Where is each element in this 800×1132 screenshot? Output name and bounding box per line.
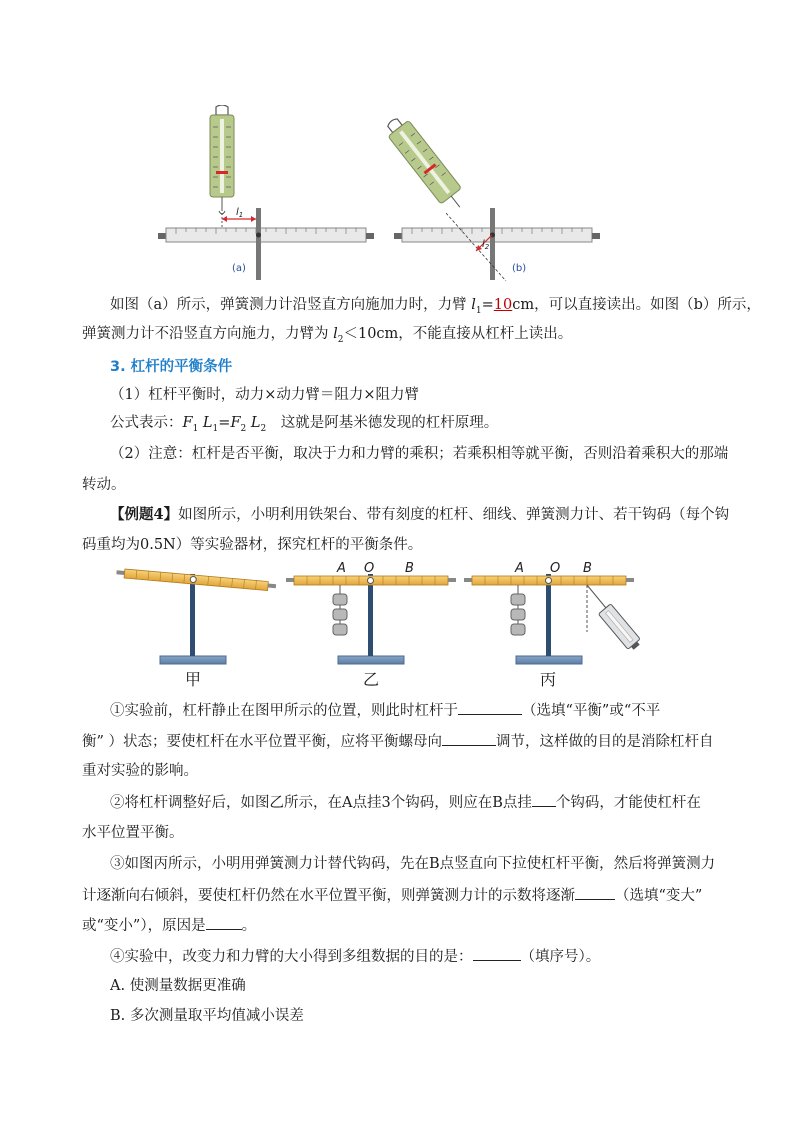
lever-jia [116, 568, 276, 664]
lever-bar-a [158, 208, 374, 280]
para-intro-line1: 如图（a）所示，弹簧测力计沿竖直方向施加力时，力臂 $l_1=10cm$，可以直接读出。如图（b）所示， [110, 297, 761, 316]
answer-blank-1[interactable] [458, 700, 522, 715]
lever-yi [286, 574, 456, 664]
label-O-yi: O [364, 561, 375, 576]
formula-line: 公式表示：$F_1$ $L_1=F_2$ $L_2$ 这就是阿基米德发现的杠杆原理。 [110, 415, 499, 434]
label-A-bing: A [515, 561, 524, 576]
question-3-line2: 计逐渐向右倾斜，要使杠杆仍然在水平位置平衡，则弹簧测力计的示数将逐渐 （选填“变大” [82, 885, 682, 906]
answer-blank-2[interactable] [442, 731, 496, 746]
option-b: B. 多次测量取平均值减小误差 [110, 1008, 304, 1024]
question-1-line3: 重对实验的影响。 [82, 763, 198, 779]
l1-value: 10 [493, 297, 513, 313]
label-B-bing: B [583, 561, 592, 576]
section-title: 3. 杠杆的平衡条件 [110, 359, 233, 375]
answer-blank-4[interactable] [575, 885, 615, 900]
answer-blank-6[interactable] [473, 946, 521, 961]
label-l1: $l_1$ [236, 207, 244, 219]
question-4: ④实验中，改变力和力臂的大小得到多组数据的目的是： （填序号）。 [110, 946, 710, 967]
figure-lever-experiments [108, 560, 648, 675]
question-3-line1: ③如图丙所示，小明用弹簧测力计替代钩码，先在B点竖直向下拉使杠杆平衡，然后将弹簧测力 [110, 856, 716, 872]
lever-bar-b [394, 208, 600, 281]
figure-lever-scale-ab [150, 105, 650, 285]
para-intro-line2: 弹簧测力计不沿竖直方向施力，力臂为 $l_2<10cm$，不能直接从杠杆上读出。 [82, 326, 573, 345]
lever-bing [464, 574, 643, 664]
question-2-line2: 水平位置平衡。 [82, 825, 184, 841]
question-1-line2: 衡” ）状态；要使杠杆在水平位置平衡，应将平衡螺母向 调节，这样做的目的是消除杠杆自 [82, 731, 682, 752]
caption-b: (b) [512, 263, 527, 274]
question-2-line1: ②将杠杆调整好后，如图乙所示，在A点挂3个钩码，则应在B点挂 个钩码，才能使杠杆在 [110, 792, 710, 813]
label-O-bing: O [550, 561, 561, 576]
label-B-yi: B [405, 561, 414, 576]
spring-scale-b [382, 112, 470, 215]
condition-2-line1: （2）注意：杠杆是否平衡，取决于力和力臂的乘积；若乘积相等就平衡，否则沿着乘积大的那端 [110, 446, 729, 462]
option-a: A. 使测量数据更准确 [110, 978, 246, 994]
label-A-yi: A [337, 561, 346, 576]
condition-1: （1）杠杆平衡时，动力×动力臂＝阻力×阻力臂 [110, 387, 420, 403]
spring-scale-a [210, 105, 234, 214]
label-l2: $l_2$ [482, 239, 490, 251]
caption-a: (a) [232, 263, 246, 274]
answer-blank-3[interactable] [532, 792, 556, 807]
answer-blank-5[interactable] [206, 915, 242, 930]
caption-yi: 乙 [363, 670, 380, 689]
condition-2-line2: 转动。 [82, 477, 126, 493]
caption-bing: 丙 [540, 670, 557, 689]
question-1-line1: ①实验前，杠杆静止在图甲所示的位置，则此时杠杆于 （选填“平衡”或“不平 [110, 700, 710, 721]
question-3-line3: 或“变小”），原因是 。 [82, 915, 682, 936]
example-4-line1: 【例题4】如图所示，小明利用铁架台、带有刻度的杠杆、细线、弹簧测力计、若干钩码（每个钩 [110, 506, 730, 523]
caption-jia: 甲 [185, 670, 202, 689]
example-tag: 【例题4】 [110, 506, 179, 523]
example-4-line2: 码重均为0.5N）等实验器材，探究杠杆的平衡条件。 [82, 537, 423, 553]
